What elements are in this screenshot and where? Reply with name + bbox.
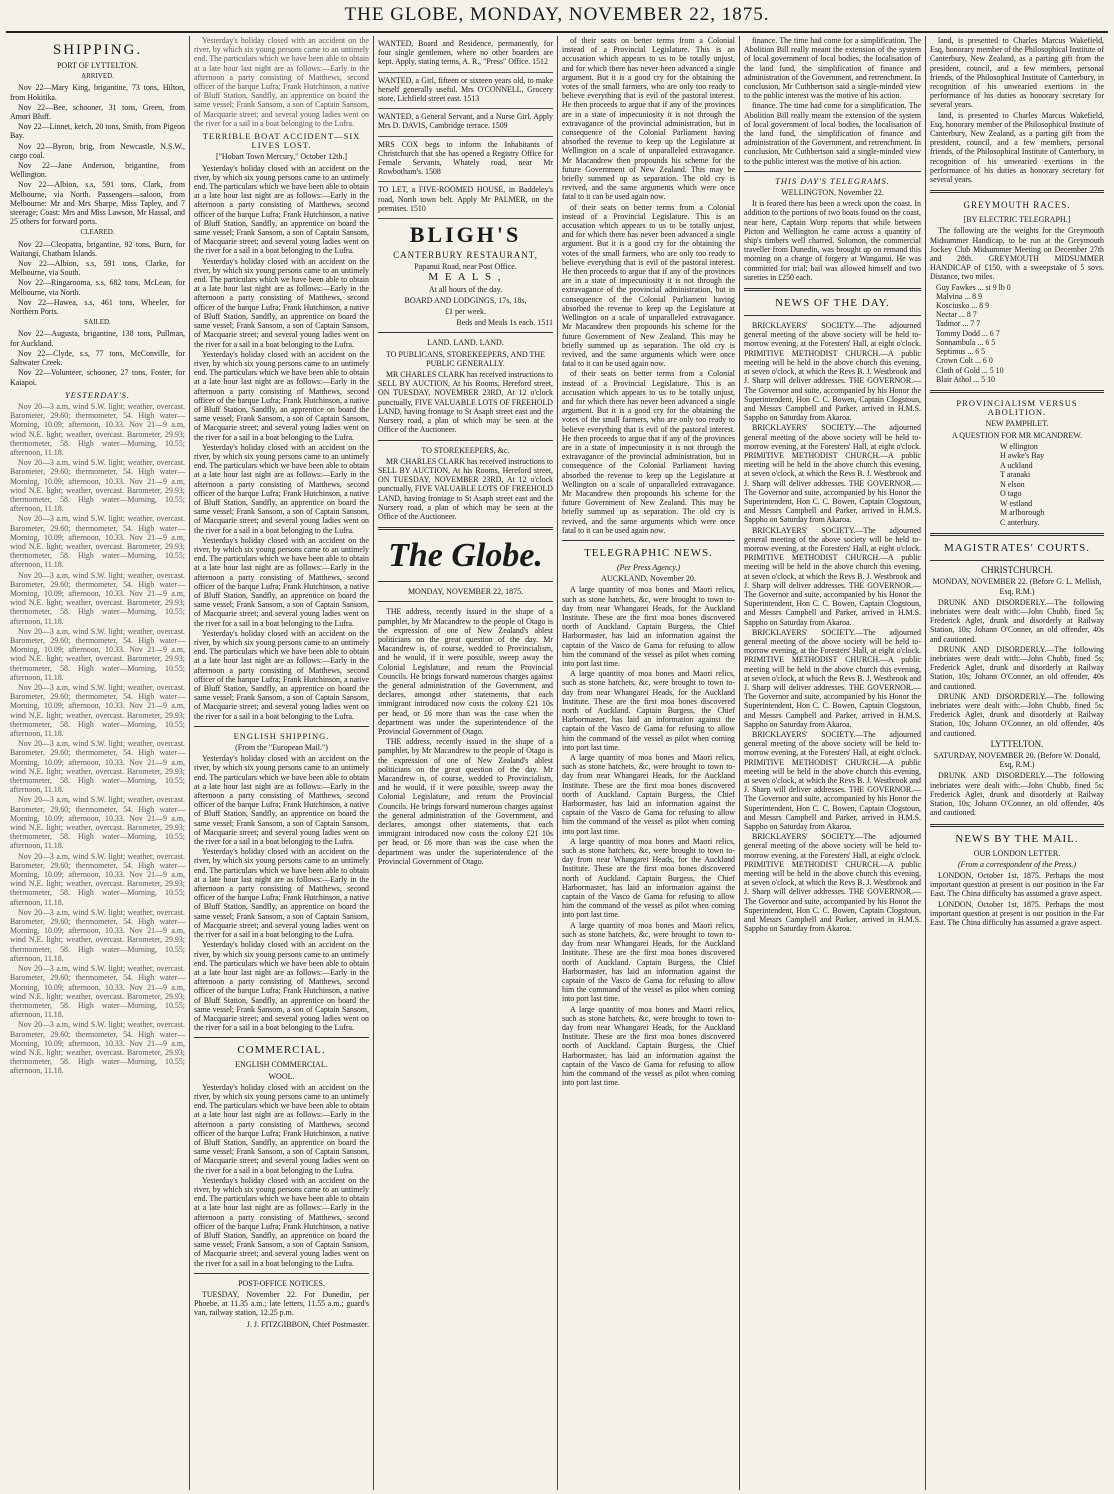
article-text: Yesterday's holiday closed with an accident on the river, by which six young persons came to an untimely end. The particulars which we have been able to obtain at a late hour last night are as follows:—Early in the afternoon a party consisting of Matthews, second officer of the barque Lufra; Frank Hutchinson, a native of Bluff Station, Sandfly, an apprentice on board the same vessel; Frank Sansom, a son of Captain Sansom, of Macquarie street; and several young ladies went on the river for a sail in a boat belonging to the Lufra. (194, 36, 369, 128)
magistrates-heading: MAGISTRATES' COURTS. (943, 542, 1090, 555)
court-text: DRUNK AND DISORDERLY.—The following inebriates were dealt with:—John Chubb, fined 5s; Frederick Aglet, drunk and disorderly at Railway Station, 10s; Johann O'Conner, an old offender, 40s and cautioned. (930, 597, 1104, 644)
divider (744, 288, 921, 291)
column-shipping (6, 36, 190, 1490)
publicans-heading: TO PUBLICANS, STOREKEEPERS, AND THE PUBLIC GENERALLY. (385, 349, 546, 368)
sailed-entry: Nov 22—Clyde, s.s, 77 tons, McConville, for Saltwater Creek. (10, 348, 185, 368)
divider (378, 527, 553, 530)
greymouth-heading: GREYMOUTH RACES. (963, 200, 1071, 211)
acrostic-line: T aranaki (1000, 470, 1031, 480)
divider (378, 601, 553, 602)
postmaster-signature: J. J. FITZGIBBON, Chief Postmaster. (246, 1319, 369, 1329)
news-text: BRICKLAYERS' SOCIETY.—The adjourned general meeting of the above society will be held to-morrow evening, at the Foresters' Hall, at eight o'clock. PRIMITIVE METHODIST CHURCH.—A public meeting will be held in the above church this evening, at seven o'clock, at which the Revs B. J. Westbrook and J. Sharp will deliver addresses. THE GOVERNOR.—The Governor and suite, accompanied by his Honor the Superintendent, Hon C. C. Bowen, Captain Clogstoun, and Messrs Campbell and Parker, arrived in H.M.S. Sappho on Saturday from Akaroa. (744, 423, 921, 525)
board-line: BOARD AND LODGINGS, 17s, 18s, (404, 295, 527, 305)
race-intro: The following are the weights for the Greymouth Midsummer Handicap, to be run at the Greymouth Jockey Club Midsummer Meeting on December 27th and 28th. GREYMOUTH MIDSUMMER HANDICAP of £150, with a sweepstake of 5 sovs. Distance, two miles. (930, 226, 1104, 282)
port-title: PORT OF LYTTELTON. (56, 61, 139, 70)
horse-entry: Crown Colt ... 6 0 (936, 356, 993, 366)
ad-text: WANTED, Board and Residence, permanently, for four single gentlemen, where no other boarders are kept. Apply, stating terms, A. R., "Press" Office. 1512 (378, 39, 553, 67)
article-text: land, is presented to Charles Marcus Wakefield, Esq, honorary member of the Philosophical Institute of Canterbury, New Zealand, as a parting gift from the president, council, and a few members, personal friends, of the Philosophical Institute of Canterbury, in recognition of his unwearied exertions in the performance of his duties as honorary secretary for several years. (930, 36, 1104, 110)
leader-continuation: of their seats on better terms from a Colonial instead of a Provincial Legislature. This is an accusation which appears to us to be totally unjust, and for which there has never been advanced a single argument. But it is a good cry for the obtaining the votes of the small farmers, who are only too ready to believe everything that is evil of the pastoral interest. He then proceeds to argue that if any of the provinces are in a state of impecuniosity it is not through the extravagance of the provincial administration, but in consequence of the Colonial Parliament having absorbed the revenue to keep up the Legislature at Wellington on a scale of unparalleled extravagance. Mr Macandrew then propounds his scheme for the future Government of New Zealand. This may be briefly summed up as separation. The old cry is revived, and the same arguments which were once fatal to it can be used again now. (562, 369, 735, 535)
weather-report-repeat: Nov 20—3 a.m, wind S.W. light; weather, overcast. Barometer, 29.60; thermometer, 54. High water—Morning, 10.09; afternoon, 10.33. Nov 21—9 a.m, wind N.E. light; weather, overcast. Barometer, 29.93; thermometer, 58. High water—Morning, 10.55; afternoon, 11.18. (10, 964, 185, 1020)
cleared-entry: Nov 22—Albion, s.s, 591 tons, Clarke, for Melbourne, via South. (10, 259, 185, 278)
english-shipping-text: Yesterday's holiday closed with an accident on the river, by which six young persons came to an untimely end. The particulars which we have been able to obtain at a late hour last night are as follows:—Early in the afternoon a party consisting of Matthews, second officer of the barque Lufra; Frank Hutchinson, a native of Bluff Station, Sandfly, an apprentice on board the same vessel; Frank Sansom, a son of Captain Sansom, of Macquarie street; and several young ladies went on the river for a sail in a boat belonging to the Lufra. (194, 940, 369, 1033)
ad-text: MRS COX begs to inform the Inhabitants of Christchurch that she has opened a Registry Office for Female Servants, Whately road, near Mr Rowbotham's. 1508 (378, 139, 553, 177)
acrostic-line: O tago (1000, 489, 1022, 499)
sailed-heading: SAILED. (84, 318, 111, 327)
cleared-entry: Nov 22—Cleopatra, brigantine, 92 tons, Burn, for Waitangi, Chatham Islands. (10, 239, 185, 258)
wool-heading: WOOL. (268, 1071, 295, 1081)
arrived-entry: Nov 22—Byron, brig, from Newcastle, N.S.W., cargo coal. (10, 141, 185, 160)
weather-report-repeat: Nov 20—3 a.m, wind S.W. light; weather, overcast. Barometer, 29.60; thermometer, 54. High water—Morning, 10.09; afternoon, 10.33. Nov 21—9 a.m, wind N.E. light; weather, overcast. Barometer, 29.93; thermometer, 58. High water—Morning, 10.55; afternoon, 11.18. (10, 795, 185, 851)
london-letter-heading: OUR LONDON LETTER. (973, 848, 1061, 858)
classified-ad (378, 36, 553, 73)
leader-text: THE address, recently issued in the shape of a pamphlet, by Mr Macandrew to the people of Otago is the expression of one of New Zealand's ablest politicians on the great question of the day. Mr Macandrew is, of course, wedded to Provincialism, and he would, if it were possible, sweep away the Colonial Legislature, and return the Provincial Councils. He brings forward numerous charges against the general administration of the Government, and declares, amongst other statements, that each immigrant introduced now costs the colony £21 10s per head, or £6 more than was the case when the department was under the superintendence of the Provincial Government of Otago. (378, 607, 553, 736)
arrived-entry: Nov 22—Bee, schooner, 31 tons, Green, from Amuri Bluff. (10, 102, 185, 122)
ad-text: WANTED, a General Servant, and a Nurse Girl. Apply Mrs D. DAVIS, Cambridge terrace. 1509 (378, 112, 553, 131)
accident-text: Yesterday's holiday closed with an accident on the river, by which six young persons came to an untimely end. The particulars which we have been able to obtain at a late hour last night are as follows:—Early in the afternoon a party consisting of Matthews, second officer of the barque Lufra; Frank Hutchinson, a native of Bluff Station, Sandfly, an apprentice on board the same vessel; Frank Sansom, a son of Captain Sansom, of Macquarie street; and several young ladies went on the river for a sail in a boat belonging to the Lufra. (194, 256, 369, 349)
court-text: DRUNK AND DISORDERLY.—The following inebriates were dealt with:—John Chubb, fined 5s; Frederick Aglet, drunk and disorderly at Railway Station, 10s; Johann O'Conner, an old offender, 40s and cautioned. (930, 771, 1104, 818)
cleared-heading: CLEARED. (80, 228, 115, 237)
mail-text: LONDON, October 1st, 1875. Perhaps the most important question at present is our position in the Far East. The China difficulty has assumed a grave aspect. (930, 870, 1104, 899)
land-heading: LAND. LAND. LAND. (427, 338, 504, 348)
horse-entry: Blair Athol ... 5 10 (936, 374, 995, 384)
divider (194, 726, 369, 727)
yesterday-heading: YESTERDAY'S. (64, 389, 131, 400)
commercial-text: Yesterday's holiday closed with an accident on the river, by which six young persons came to an untimely end. The particulars which we have been able to obtain at a late hour last night are as follows:—Early in the afternoon a party consisting of Matthews, second officer of the barque Lufra; Frank Hutchinson, a native of Bluff Station, Sandfly, an apprentice on board the same vessel; Frank Sansom, a son of Captain Sansom, of Macquarie street; and several young ladies went on the river for a sail in a boat belonging to the Lufra. (194, 1175, 369, 1268)
christchurch-heading: CHRISTCHURCH. (981, 565, 1053, 576)
accident-text: Yesterday's holiday closed with an accident on the river, by which six young persons came to an untimely end. The particulars which we have been able to obtain at a late hour last night are as follows:—Early in the afternoon a party consisting of Matthews, second officer of the barque Lufra; Frank Hutchinson, a native of Bluff Station, Sandfly, an apprentice on board the same vessel; Frank Sansom, a son of Captain Sansom, of Macquarie street; and several young ladies went on the river for a sail in a boat belonging to the Lufra. (194, 535, 369, 628)
storekeepers-heading: TO STOREKEEPERS, &c. (421, 445, 510, 455)
post-office-text: TUESDAY, November 22. For Dunedin, per Phoebe, at 11.35 a.m.; late letters, 11.55 a.m.; guard's van, railway station, 12.25 p.m. (194, 1290, 369, 1318)
news-text: BRICKLAYERS' SOCIETY.—The adjourned general meeting of the above society will be held to-morrow evening, at the Foresters' Hall, at eight o'clock. PRIMITIVE METHODIST CHURCH.—A public meeting will be held in the above church this evening, at seven o'clock, at which the Revs B. J. Westbrook and J. Sharp will deliver addresses. THE GOVERNOR.—The Governor and suite, accompanied by his Honor the Superintendent, Hon C. C. Bowen, Captain Clogstoun, and Messrs Campbell and Parker, arrived in H.M.S. Sappho on Saturday from Akaroa. (744, 627, 921, 729)
ad-text: TO LET, a FIVE-ROOMED HOUSE, in Baddeley's road, North town belt. Apply Mr PALMER, on the premises. 1510 (378, 185, 553, 213)
telegram-text: It is feared there has been a wreck upon the coast. In addition to the portions of two boats found on the coast, near here, Captain Worp reports that while between Picton and Wellington he came across a quantity of ship's timbers well charred. Solomon, the commercial traveller from Dunedin, was brought up on remand this morning on a charge of forgery at Wanganui. He was committed for trial; bail was allowed himself and two sureties in £250 each. (744, 199, 921, 282)
horse-entry: Tadmor ... 7 7 (936, 319, 981, 329)
acrostic-line: W estland (1000, 498, 1033, 508)
weather-report-repeat: Nov 20—3 a.m, wind S.W. light; weather, overcast. Barometer, 29.60; thermometer, 54. High water—Morning, 10.09; afternoon, 10.33. Nov 21—9 a.m, wind N.E. light; weather, overcast. Barometer, 29.93; thermometer, 58. High water—Morning, 10.55; afternoon, 11.18. (10, 851, 185, 907)
commercial-heading: COMMERCIAL. (237, 1044, 326, 1057)
weather-report-repeat: Nov 20—3 a.m, wind S.W. light; weather, overcast. Barometer, 29.60; thermometer, 54. High water—Morning, 10.09; afternoon, 10.33. Nov 21—9 a.m, wind N.E. light; weather, overcast. Barometer, 29.93; thermometer, 58. High water—Morning, 10.55; afternoon, 11.18. (10, 907, 185, 963)
horse-entry: Tommy Dodd ... 6 7 (936, 328, 1000, 338)
leader-continuation: of their seats on better terms from a Colonial instead of a Provincial Legislature. This is an accusation which appears to us to be totally unjust, and for which there has never been advanced a single argument. But it is a good cry for the obtaining the votes of the small farmers, who are only too ready to believe everything that is evil of the pastoral interest. He then proceeds to argue that if any of the provinces are in a state of impecuniosity it is not through the extravagance of the provincial administration, but in consequence of the Colonial Parliament having absorbed the revenue to keep up the Legislature at Wellington on a scale of unparalleled extravagance. Mr Macandrew then propounds his scheme for the future Government of New Zealand. This may be briefly summed up as separation. The old cry is revived, and the same arguments which were once fatal to it can be used again now. (562, 202, 735, 369)
provincialism-heading: PROVINCIALISM VERSUS ABOLITION. (956, 397, 1078, 418)
divider (378, 440, 553, 441)
divider (930, 533, 1104, 536)
restaurant-address: Papanui Road, near Post Office. (414, 262, 517, 272)
masthead-rule (6, 31, 1108, 33)
acrostic-line: W ellington (1000, 441, 1038, 451)
beds-line: Beds and Meals 1s each. 1511 (456, 318, 553, 328)
column-news-of-day (740, 36, 926, 1490)
accident-text: Yesterday's holiday closed with an accident on the river, by which six young persons came to an untimely end. The particulars which we have been able to obtain at a late hour last night are as follows:—Early in the afternoon a party consisting of Matthews, second officer of the barque Lufra; Frank Hutchinson, a native of Bluff Station, Sandfly, an apprentice on board the same vessel; Frank Sansom, a son of Captain Sansom, of Macquarie street; and several young ladies went on the river for a sail in a boat belonging to the Lufra. (194, 163, 369, 256)
divider (194, 1037, 369, 1038)
news-of-the-day-heading: NEWS OF THE DAY. (775, 297, 890, 310)
acrostic-line: A uckland (1000, 460, 1033, 470)
masthead: THE GLOBE, MONDAY, NOVEMBER 22, 1875. (344, 4, 770, 25)
telegraphic-text: A large quantity of moa bones and Maori relics, such as stone hatchets, &c, were brought to town to-day from near Whangarei Heads, for the Auckland Institute. These are the first moa bones discovered north of Auckland. Captain Burgess, the Chief Harbormaster, has laid an information against the captain of the Vasco de Gama for refusing to allow him the command of the vessel as pilot when coming into port last time. (562, 585, 735, 668)
divider (378, 332, 553, 333)
divider (562, 540, 735, 541)
horse-entry: Septimus ... 6 5 (936, 347, 986, 357)
lyttelton-date: SATURDAY, NOVEMBER 20. (Before W. Donald, Esq, R.M.) (933, 751, 1101, 770)
classified-ad (378, 182, 553, 219)
horse-entry: Sonnambula ... 6 5 (936, 337, 996, 347)
globe-title: The Globe. (388, 537, 543, 575)
horse-entry: Cloth of Gold ... 5 10 (936, 365, 1004, 375)
article-text: finance. The time had come for a simplification. The Abolition Bill really meant the extension of the system of local government of local bodies, the localisation of the land fund, the simplification of finance and administration of the Government, and retrenchment. In conclusion, Mr Cuthbertson said a single-minded view to the public interest was the motive of his action. (744, 101, 921, 166)
divider (744, 171, 921, 172)
cleared-entry: Nov 22—Ringarooma, s.s, 682 tons, McLean, for Melbourne, via North. (10, 278, 185, 297)
telegraphic-heading: TELEGRAPHIC NEWS. (584, 546, 713, 559)
sailed-entry: Nov 22—Augusta, brigantine, 138 tons, Pullman, for Auckland. (10, 329, 185, 348)
arrived-entry: Nov 22—Jane Anderson, brigantine, from Wellington. (10, 161, 185, 180)
weather-report-repeat: Nov 20—3 a.m, wind S.W. light; weather, overcast. Barometer, 29.60; thermometer, 54. High water—Morning, 10.09; afternoon, 10.33. Nov 21—9 a.m, wind N.E. light; weather, overcast. Barometer, 29.93; thermometer, 58. High water—Morning, 10.55; afternoon, 11.18. (10, 458, 185, 514)
arrived-entry: Nov 22—Linnet, ketch, 20 tons, Smith, from Pigeon Bay. (10, 122, 185, 141)
english-shipping-text: Yesterday's holiday closed with an accident on the river, by which six young persons came to an untimely end. The particulars which we have been able to obtain at a late hour last night are as follows:—Early in the afternoon a party consisting of Matthews, second officer of the barque Lufra; Frank Hutchinson, a native of Bluff Station, Sandfly, an apprentice on board the same vessel; Frank Sansom, a son of Captain Sansom, of Macquarie street; and several young ladies went on the river for a sail in a boat belonging to the Lufra. (194, 847, 369, 940)
acrostic (930, 442, 1104, 528)
columns (6, 36, 1108, 1490)
acrostic-line: N elson (1000, 479, 1025, 489)
lyttelton-heading: LYTTELTON. (990, 738, 1044, 749)
divider (930, 824, 1104, 827)
weather-report: Nov 20—3 a.m, wind S.W. light; weather, overcast. Barometer, 29.60; thermometer, 54. High water—Morning, 10.09; afternoon, 10.33. Nov 21—9 a.m, wind N.E. light; weather, overcast. Barometer, 29.93; thermometer, 58. High water—Morning, 10.55; afternoon, 11.18. (10, 401, 185, 457)
divider (744, 315, 921, 316)
telegraphic-text: A large quantity of moa bones and Maori relics, such as stone hatchets, &c, were brought to town to-day from near Whangarei Heads, for the Auckland Institute. These are the first moa bones discovered north of Auckland. Captain Burgess, the Chief Harbormaster, has laid an information against the captain of the Vasco de Gama for refusing to allow him the command of the vessel as pilot when coming into port last time. (562, 753, 735, 836)
news-text: BRICKLAYERS' SOCIETY.—The adjourned general meeting of the above society will be held to-morrow evening, at the Foresters' Hall, at eight o'clock. PRIMITIVE METHODIST CHURCH.—A public meeting will be held in the above church this evening, at seven o'clock, at which the Revs B. J. Westbrook and J. Sharp will deliver addresses. THE GOVERNOR.—The Governor and suite, accompanied by his Honor the Superintendent, Hon C. C. Bowen, Captain Clogstoun, and Messrs Campbell and Parker, arrived in H.M.S. Sappho on Saturday from Akaroa. (744, 321, 921, 423)
divider (194, 1273, 369, 1274)
english-shipping-text: Yesterday's holiday closed with an accident on the river, by which six young persons came to an untimely end. The particulars which we have been able to obtain at a late hour last night are as follows:—Early in the afternoon a party consisting of Matthews, second officer of the barque Lufra; Frank Hutchinson, a native of Bluff Station, Sandfly, an apprentice on board the same vessel; Frank Sansom, a son of Captain Sansom, of Macquarie street; and several young ladies went on the river for a sail in a boat belonging to the Lufra. (194, 754, 369, 847)
divider (930, 190, 1104, 193)
ad-text: WANTED, a Girl, fifteen or sixteen years old, to make herself generally useful. Mrs O'CONNELL, Grocery store, Lichfield street east. 1513 (378, 75, 553, 104)
column-ads-leader (374, 36, 558, 1490)
english-commercial-heading: ENGLISH COMMERCIAL. (235, 1060, 328, 1070)
acrostic-line: H awke's Bay (1000, 451, 1045, 461)
weather-report-repeat: Nov 20—3 a.m, wind S.W. light; weather, overcast. Barometer, 29.60; thermometer, 54. High water—Morning, 10.09; afternoon, 10.33. Nov 21—9 a.m, wind N.E. light; weather, overcast. Barometer, 29.93; thermometer, 58. High water—Morning, 10.55; afternoon, 11.18. (10, 739, 185, 795)
accident-text: Yesterday's holiday closed with an accident on the river, by which six young persons came to an untimely end. The particulars which we have been able to obtain at a late hour last night are as follows:—Early in the afternoon a party consisting of Matthews, second officer of the barque Lufra; Frank Hutchinson, a native of Bluff Station, Sandfly, an apprentice on board the same vessel; Frank Sansom, a son of Captain Sansom, of Macquarie street; and several young ladies went on the river for a sail in a boat belonging to the Lufra. (194, 442, 369, 535)
weather-report-repeat: Nov 20—3 a.m, wind S.W. light; weather, overcast. Barometer, 29.60; thermometer, 54. High water—Morning, 10.09; afternoon, 10.33. Nov 21—9 a.m, wind N.E. light; weather, overcast. Barometer, 29.93; thermometer, 58. High water—Morning, 10.55; afternoon, 11.18. (10, 570, 185, 626)
horse-entry: Kosciusko ... 8 9 (936, 301, 990, 311)
english-shipping-heading: ENGLISH SHIPPING. (233, 730, 330, 741)
news-text: BRICKLAYERS' SOCIETY.—The adjourned general meeting of the above society will be held to-morrow evening, at the Foresters' Hall, at eight o'clock. PRIMITIVE METHODIST CHURCH.—A public meeting will be held in the above church this evening, at seven o'clock, at which the Revs B. J. Westbrook and J. Sharp will deliver addresses. THE GOVERNOR.—The Governor and suite, accompanied by his Honor the Superintendent, Hon C. C. Bowen, Captain Clogstoun, and Messrs Campbell and Parker, arrived in H.M.S. Sappho on Saturday from Akaroa. (744, 832, 921, 934)
telegraphic-text: A large quantity of moa bones and Maori relics, such as stone hatchets, &c, were brought to town to-day from near Whangarei Heads, for the Auckland Institute. These are the first moa bones discovered north of Auckland. Captain Burgess, the Chief Harbormaster, has laid an information against the captain of the Vasco de Gama for refusing to allow him the command of the vessel as pilot when coming into port last time. (562, 1004, 735, 1088)
shipping-title: SHIPPING. (52, 42, 143, 58)
article-text: land, is presented to Charles Marcus Wakefield, Esq, honorary member of the Philosophical Institute of Canterbury, New Zealand, as a parting gift from the president, council, and a few members, personal friends, of the Philosophical Institute of Canterbury, in recognition of his unwearied exertions in the performance of his duties as honorary secretary for several years. (930, 110, 1104, 185)
article-text: finance. The time had come for a simplification. The Abolition Bill really meant the extension of the system of local government of local bodies, the localisation of the land fund, the simplification of finance and administration of the Government, and retrenchment. In conclusion, Mr Cuthbertson said a single-minded view to the public interest was the motive of his action. (744, 36, 921, 101)
press-agency: (Per Press Agency.) (616, 562, 681, 572)
accident-text: Yesterday's holiday closed with an accident on the river, by which six young persons came to an untimely end. The particulars which we have been able to obtain at a late hour last night are as follows:—Early in the afternoon a party consisting of Matthews, second officer of the barque Lufra; Frank Hutchinson, a native of Bluff Station, Sandfly, an apprentice on board the same vessel; Frank Sansom, a son of Captain Sansom, of Macquarie street; and several young ladies went on the river for a sail in a boat belonging to the Lufra. (194, 628, 369, 721)
question-heading: A QUESTION FOR MR MCANDREW. (951, 430, 1083, 440)
blighs-heading: BLIGH'S (409, 222, 522, 248)
pamphlet-heading: NEW PAMPHLET. (985, 419, 1049, 429)
acrostic-line: C anterbury. (1000, 517, 1040, 527)
arrived-entry: Nov 22—Albion, s.s, 591 tons, Clark, from Melbourne, via North. Passengers—saloon, from Melbourne: Mr and Mrs Sharpe, Miss Tapley, and 7 steerage; Coast: Mrs and Miss Lawson, Mr Hassal, and 25 others for forward ports. (10, 180, 185, 227)
telegraphic-text: A large quantity of moa bones and Maori relics, such as stone hatchets, &c, were brought to town to-day from near Whangarei Heads, for the Auckland Institute. These are the first moa bones discovered north of Auckland. Captain Burgess, the Chief Harbormaster, has laid an information against the captain of the Vasco de Gama for refusing to allow him the command of the vessel as pilot when coming into port last time. (562, 836, 735, 920)
correspondent-note: (From a correspondent of the Press.) (957, 859, 1077, 869)
mail-text: LONDON, October 1st, 1875. Perhaps the most important question at present is our position in the Far East. The China difficulty has assumed a grave aspect. (930, 899, 1104, 927)
weather-report-repeat: Nov 20—3 a.m, wind S.W. light; weather, overcast. Barometer, 29.60; thermometer, 54. High water—Morning, 10.09; afternoon, 10.33. Nov 21—9 a.m, wind N.E. light; weather, overcast. Barometer, 29.93; thermometer, 58. High water—Morning, 10.55; afternoon, 11.18. (10, 1020, 185, 1076)
arrived-heading: ARRIVED. (81, 72, 114, 81)
weather-report-repeat: Nov 20—3 a.m, wind S.W. light; weather, overcast. Barometer, 29.60; thermometer, 54. High water—Morning, 10.09; afternoon, 10.33. Nov 21—9 a.m, wind N.E. light; weather, overcast. Barometer, 29.93; thermometer, 58. High water—Morning, 10.55; afternoon, 11.18. (10, 626, 185, 682)
news-by-mail-heading: NEWS BY THE MAIL. (955, 832, 1079, 845)
arrived-entry: Nov 22—Mary King, brigantine, 73 tons, Hilton, from Hokitika. (10, 83, 185, 102)
court-text: DRUNK AND DISORDERLY.—The following inebriates were dealt with:—John Chubb, fined 5s; Frederick Aglet, drunk and disorderly at Railway Station, 10s; Johann O'Conner, an old offender, 40s and cautioned. (930, 644, 1104, 691)
leader-continuation: of their seats on better terms from a Colonial instead of a Provincial Legislature. This is an accusation which appears to us to be totally unjust, and for which there has never been advanced a single argument. But it is a good cry for the obtaining the votes of the small farmers, who are only too ready to believe everything that is evil of the pastoral interest. He then proceeds to argue that if any of the provinces are in a state of impecuniosity it is not through the extravagance of the provincial administration, but in consequence of the Colonial Parliament having absorbed the revenue to keep up the Legislature at Wellington on a scale of unparalleled extravagance. Mr Macandrew then propounds his scheme for the future Government of New Zealand. This may be briefly summed up as separation. The old cry is revived, and the same arguments which were once fatal to it can be used again now. (562, 36, 735, 202)
auction-text-2: MR CHARLES CLARK has received instructions to SELL BY AUCTION, At his Rooms, Hereford street, ON TUESDAY, NOVEMBER 23RD, At 12 o'clock punctually, FIVE VALUABLE LOTS OF FREEHOLD LAND, having frontage to St Asaph street east and the Nursery road, a plan of which may be seen at the Office of the Auctioneer. (378, 456, 554, 521)
acrostic-line: M arlborough (1000, 508, 1045, 518)
accident-heading: TERRIBLE BOAT ACCIDENT—SIX LIVES LOST. (202, 131, 361, 151)
column-news-commercial (190, 36, 374, 1490)
commercial-text: Yesterday's holiday closed with an accident on the river, by which six young persons came to an untimely end. The particulars which we have been able to obtain at a late hour last night are as follows:—Early in the afternoon a party consisting of Matthews, second officer of the barque Lufra; Frank Hutchinson, a native of Bluff Station, Sandfly, an apprentice on board the same vessel; Frank Sansom, a son of Captain Sansom, of Macquarie street; and several young ladies went on the river for a sail in a boat belonging to the Lufra. (194, 1082, 369, 1175)
sailed-entry: Nov 22—Volunteer, schooner, 27 tons, Foster, for Kaiapoi. (10, 368, 185, 387)
leader-text: THE address, recently issued in the shape of a pamphlet, by Mr Macandrew to the people of Otago is the expression of one of New Zealand's ablest politicians on the great question of the day. Mr Macandrew is, of course, wedded to Provincialism, and he would, if it were possible, sweep away the Colonial Legislature, and return the Provincial Councils. He brings forward numerous charges against the general administration of the Government, and declares, amongst other statements, that each immigrant introduced now costs the colony £21 10s per head, or £6 more than was the case when the department was under the superintendence of the Provincial Government of Otago. (378, 737, 553, 866)
auction-text: MR CHARLES CLARK has received instructions to SELL BY AUCTION, At his Rooms, Hereford street, ON TUESDAY, NOVEMBER 23RD, At 12 o'clock punctually, FIVE VALUABLE LOTS OF FREEHOLD LAND, having frontage to St Asaph street east and the Nursery road, a plan of which may be seen at the Office of the Auctioneer. (378, 370, 554, 435)
meals-heading: M E A L S , (428, 271, 503, 284)
this-days-telegrams: THIS DAY'S TELEGRAMS. (775, 175, 890, 186)
leader-dateline: MONDAY, NOVEMBER 22, 1875. (407, 587, 524, 597)
column-courts-mail (926, 36, 1108, 1490)
news-text: BRICKLAYERS' SOCIETY.—The adjourned general meeting of the above society will be held to-morrow evening, at the Foresters' Hall, at eight o'clock. PRIMITIVE METHODIST CHURCH.—A public meeting will be held in the above church this evening, at seven o'clock, at which the Revs B. J. Westbrook and J. Sharp will deliver addresses. THE GOVERNOR.—The Governor and suite, accompanied by his Honor the Superintendent, Hon C. C. Bowen, Captain Clogstoun, and Messrs Campbell and Parker, arrived in H.M.S. Sappho on Saturday from Akaroa. (744, 730, 921, 832)
horse-entry: Malvina ... 8 9 (936, 291, 983, 301)
telegraph-note: [BY ELECTRIC TELEGRAPH.] (963, 215, 1071, 225)
classified-ad (378, 137, 553, 183)
restaurant-name: CANTERBURY RESTAURANT, (393, 250, 538, 261)
horse-list (930, 283, 1104, 384)
court-date: MONDAY, NOVEMBER 22. (Before G. L. Mellish, Esq, R.M.) (932, 577, 1102, 596)
court-text: DRUNK AND DISORDERLY.—The following inebriates were dealt with:—John Chubb, fined 5s; Frederick Aglet, drunk and disorderly at Railway Station, 10s; Johann O'Conner, an old offender, 40s and cautioned. (930, 691, 1104, 738)
weather-report-repeat: Nov 20—3 a.m, wind S.W. light; weather, overcast. Barometer, 29.60; thermometer, 54. High water—Morning, 10.09; afternoon, 10.33. Nov 21—9 a.m, wind N.E. light; weather, overcast. Barometer, 29.93; thermometer, 58. High water—Morning, 10.55; afternoon, 11.18. (10, 683, 185, 739)
weather-report-repeat: Nov 20—3 a.m, wind S.W. light; weather, overcast. Barometer, 29.60; thermometer, 54. High water—Morning, 10.09; afternoon, 10.33. Nov 21—9 a.m, wind N.E. light; weather, overcast. Barometer, 29.93; thermometer, 58. High water—Morning, 10.55; afternoon, 11.18. (10, 514, 185, 570)
divider (930, 390, 1104, 393)
telegraphic-text: A large quantity of moa bones and Maori relics, such as stone hatchets, &c, were brought to town to-day from near Whangarei Heads, for the Auckland Institute. These are the first moa bones discovered north of Auckland. Captain Burgess, the Chief Harbormaster, has laid an information against the captain of the Vasco de Gama for refusing to allow him the command of the vessel as pilot when coming into port last time. (562, 920, 735, 1004)
meals-line: At all hours of the day. (428, 284, 503, 294)
column-telegraphic (558, 36, 740, 1490)
horse-entry: Nectar ... 8 7 (936, 310, 977, 320)
accident-text: Yesterday's holiday closed with an accident on the river, by which six young persons came to an untimely end. The particulars which we have been able to obtain at a late hour last night are as follows:—Early in the afternoon a party consisting of Matthews, second officer of the barque Lufra; Frank Hutchinson, a native of Bluff Station, Sandfly, an apprentice on board the same vessel; Frank Sansom, a son of Captain Sansom, of Macquarie street; and several young ladies went on the river for a sail in a boat belonging to the Lufra. (194, 349, 369, 442)
post-office-heading: POST-OFFICE NOTICES. (238, 1278, 325, 1288)
classified-ad (378, 73, 553, 110)
cleared-entry: Nov 22—Hawea, s.s, 461 tons, Wheeler, for Northern Ports. (10, 297, 185, 317)
wellington-dateline: WELLINGTON, November 22. (781, 188, 884, 198)
english-shipping-source: (From the "European Mail.") (235, 743, 328, 753)
telegraphic-text: A large quantity of moa bones and Maori relics, such as stone hatchets, &c, were brought to town to-day from near Whangarei Heads, for the Auckland Institute. These are the first moa bones discovered north of Auckland. Captain Burgess, the Chief Harbormaster, has laid an information against the captain of the Vasco de Gama for refusing to allow him the command of the vessel as pilot when coming into port last time. (562, 669, 735, 752)
per-week: £1 per week. (444, 307, 487, 317)
classified-ad (378, 109, 553, 136)
news-text: BRICKLAYERS' SOCIETY.—The adjourned general meeting of the above society will be held to-morrow evening, at the Foresters' Hall, at eight o'clock. PRIMITIVE METHODIST CHURCH.—A public meeting will be held in the above church this evening, at seven o'clock, at which the Revs B. J. Westbrook and J. Sharp will deliver addresses. THE GOVERNOR.—The Governor and suite, accompanied by his Honor the Superintendent, Hon C. C. Bowen, Captain Clogstoun, and Messrs Campbell and Parker, arrived in H.M.S. Sappho on Saturday from Akaroa. (744, 525, 921, 627)
divider (378, 581, 553, 582)
divider (930, 560, 1104, 561)
auckland-dateline: AUCKLAND, November 20. (601, 574, 696, 584)
horse-entry: Guy Fawkes ... st 9 lb 0 (936, 282, 1011, 292)
accident-source: ["Hobart Town Mercury," October 12th.] (215, 152, 348, 162)
